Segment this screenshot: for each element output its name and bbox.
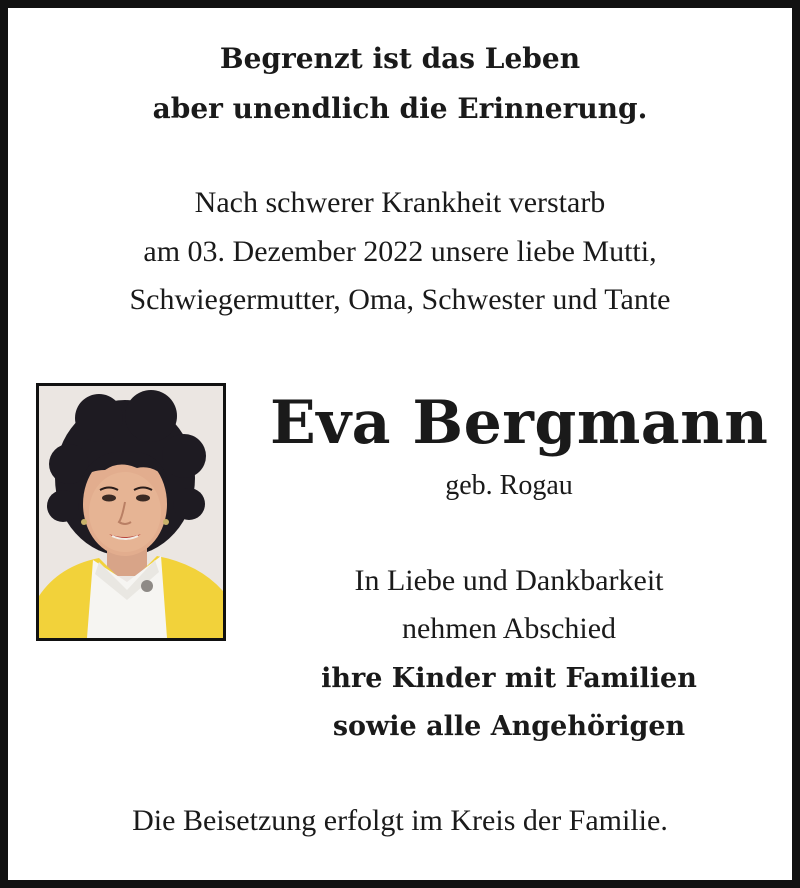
motto-line-2: aber unendlich die Erinnerung. xyxy=(152,92,648,125)
deceased-name: Eva Bergmann xyxy=(270,388,769,458)
intro-line-3: Schwiegermutter, Oma, Schwester und Tante xyxy=(129,283,671,316)
portrait-image xyxy=(39,386,223,638)
intro-line-1: Nach schwerer Krankheit verstarb xyxy=(194,186,606,219)
birth-name: geb. Rogau xyxy=(445,470,573,501)
farewell-line-1: In Liebe und Dankbarkeit xyxy=(354,564,664,597)
intro-line-2: am 03. Dezember 2022 unsere liebe Mutti, xyxy=(143,235,657,268)
farewell-line-4: sowie alle Angehörigen xyxy=(332,711,686,742)
farewell-line-3: ihre Kinder mit Familien xyxy=(321,663,697,694)
farewell-line-2: nehmen Abschied xyxy=(401,612,617,645)
motto-line-1: Begrenzt ist das Leben xyxy=(219,42,581,75)
portrait-photo xyxy=(36,383,226,641)
burial-note: Die Beisetzung erfolgt im Kreis der Familie. xyxy=(132,804,668,837)
